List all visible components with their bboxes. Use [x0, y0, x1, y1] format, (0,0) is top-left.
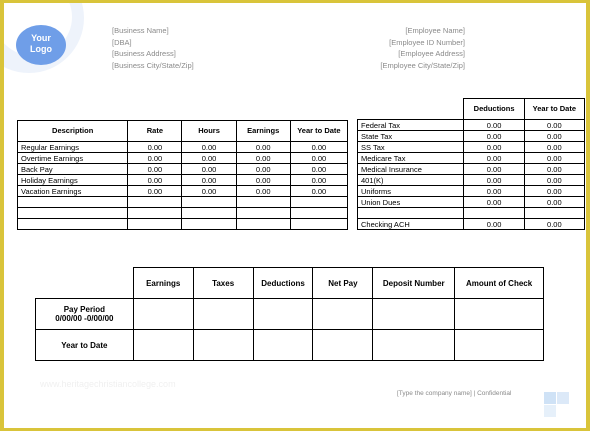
table-row: [358, 153, 585, 164]
row-description[interactable]: Back Pay: [18, 164, 128, 175]
row-ytd[interactable]: 0.00: [524, 197, 584, 208]
row-earnings[interactable]: 0.00: [236, 153, 290, 164]
row-rate[interactable]: 0.00: [128, 142, 182, 153]
pay-period-deposit-number[interactable]: [373, 299, 455, 330]
row-rate[interactable]: 0.00: [128, 175, 182, 186]
row-deduction[interactable]: 0.00: [464, 186, 524, 197]
empty-cell[interactable]: [358, 208, 464, 219]
pay-period-earnings[interactable]: [133, 299, 193, 330]
empty-cell[interactable]: [236, 219, 290, 230]
decorative-square: [544, 405, 556, 417]
table-row: [18, 186, 348, 197]
employee-address[interactable]: [Employee Address]: [398, 49, 465, 58]
ach-row: [358, 219, 585, 230]
row-description[interactable]: 401(K): [358, 175, 464, 186]
row-description[interactable]: Vacation Earnings: [18, 186, 128, 197]
ach-deduction[interactable]: 0.00: [464, 219, 524, 230]
row-rate[interactable]: 0.00: [128, 186, 182, 197]
table-row: [358, 120, 585, 131]
row-deduction[interactable]: 0.00: [464, 164, 524, 175]
pay-period-net-pay[interactable]: [313, 299, 373, 330]
pay-period-label-cell: [36, 299, 134, 330]
header-deductions: Deductions: [253, 268, 313, 299]
row-ytd[interactable]: 0.00: [524, 164, 584, 175]
ach-ytd[interactable]: 0.00: [524, 219, 584, 230]
table-row: [358, 142, 585, 153]
empty-row: [358, 208, 585, 219]
company-logo: [16, 25, 66, 65]
row-description[interactable]: Uniforms: [358, 186, 464, 197]
row-description[interactable]: Union Dues: [358, 197, 464, 208]
row-description[interactable]: Medical Insurance: [358, 164, 464, 175]
header-earnings: Earnings: [236, 121, 290, 142]
ytd-taxes[interactable]: [193, 330, 253, 361]
empty-cell[interactable]: [18, 208, 128, 219]
employee-name[interactable]: [Employee Name]: [405, 26, 465, 35]
table-row: [358, 175, 585, 186]
empty-cell[interactable]: [128, 197, 182, 208]
ytd-net-pay[interactable]: [313, 330, 373, 361]
empty-row: [18, 197, 348, 208]
table-row: [18, 153, 348, 164]
summary-header-row: [36, 268, 544, 299]
row-ytd[interactable]: 0.00: [290, 164, 347, 175]
row-ytd[interactable]: 0.00: [524, 131, 584, 142]
row-earnings[interactable]: 0.00: [236, 164, 290, 175]
employee-info-block: [359, 25, 465, 71]
empty-header-cell: [358, 99, 464, 120]
logo-line-1: Your: [31, 33, 51, 43]
row-earnings[interactable]: 0.00: [236, 142, 290, 153]
employee-city[interactable]: [Employee City/State/Zip]: [380, 60, 465, 70]
empty-cell[interactable]: [290, 219, 347, 230]
empty-cell[interactable]: [18, 197, 128, 208]
earnings-header-row: [18, 121, 348, 142]
ytd-earnings[interactable]: [133, 330, 193, 361]
pay-stub-page: [4, 3, 586, 428]
ach-description[interactable]: Checking ACH: [358, 219, 464, 230]
ytd-deductions[interactable]: [253, 330, 313, 361]
row-description[interactable]: Holiday Earnings: [18, 175, 128, 186]
header-amount-of-check: Amount of Check: [455, 268, 544, 299]
row-ytd[interactable]: 0.00: [524, 153, 584, 164]
employee-id[interactable]: [Employee ID Number]: [389, 37, 465, 47]
row-hours[interactable]: 0.00: [182, 164, 236, 175]
table-row: [358, 131, 585, 142]
row-deduction[interactable]: 0.00: [464, 175, 524, 186]
row-ytd[interactable]: 0.00: [290, 175, 347, 186]
business-name[interactable]: [Business Name]: [112, 26, 169, 35]
pay-period-label: Pay Period: [63, 305, 106, 314]
row-hours[interactable]: 0.00: [182, 153, 236, 164]
logo-line-2: Logo: [30, 44, 52, 54]
row-hours[interactable]: 0.00: [182, 142, 236, 153]
header-description: Description: [18, 121, 128, 142]
row-description[interactable]: Medicare Tax: [358, 153, 464, 164]
decorative-square: [557, 392, 569, 404]
watermark-text: www.heritagechristiancollege.com: [40, 379, 176, 389]
row-deduction[interactable]: 0.00: [464, 120, 524, 131]
empty-cell[interactable]: [236, 197, 290, 208]
pay-period-amount-of-check[interactable]: [455, 299, 544, 330]
row-description[interactable]: Federal Tax: [358, 120, 464, 131]
business-info-block: [112, 25, 194, 71]
empty-cell[interactable]: [182, 219, 236, 230]
empty-cell[interactable]: [128, 219, 182, 230]
empty-cell[interactable]: [464, 208, 524, 219]
row-ytd[interactable]: 0.00: [290, 142, 347, 153]
header-rate: Rate: [128, 121, 182, 142]
row-deduction[interactable]: 0.00: [464, 142, 524, 153]
row-rate[interactable]: 0.00: [128, 153, 182, 164]
empty-cell[interactable]: [524, 208, 584, 219]
ytd-amount-of-check[interactable]: [455, 330, 544, 361]
business-dba[interactable]: [DBA]: [112, 37, 132, 47]
row-ytd[interactable]: 0.00: [524, 186, 584, 197]
table-row: [18, 175, 348, 186]
header-year-to-date: Year to Date: [290, 121, 347, 142]
row-rate[interactable]: 0.00: [128, 164, 182, 175]
table-row: [18, 164, 348, 175]
empty-row: [18, 219, 348, 230]
pay-period-deductions[interactable]: [253, 299, 313, 330]
summary-table: [35, 267, 544, 361]
row-description[interactable]: State Tax: [358, 131, 464, 142]
header-earnings: Earnings: [133, 268, 193, 299]
row-earnings[interactable]: 0.00: [236, 186, 290, 197]
table-row: [18, 142, 348, 153]
empty-cell[interactable]: [290, 197, 347, 208]
row-deduction[interactable]: 0.00: [464, 197, 524, 208]
header-hours: Hours: [182, 121, 236, 142]
pay-period-row: [36, 299, 544, 330]
row-ytd[interactable]: 0.00: [290, 153, 347, 164]
row-ytd[interactable]: 0.00: [524, 120, 584, 131]
row-earnings[interactable]: 0.00: [236, 175, 290, 186]
empty-row: [18, 208, 348, 219]
row-hours[interactable]: 0.00: [182, 175, 236, 186]
row-ytd[interactable]: 0.00: [524, 175, 584, 186]
business-city[interactable]: [Business City/State/Zip]: [112, 60, 194, 70]
pay-period-dates[interactable]: 0/00/00 -0/00/00: [55, 314, 114, 323]
empty-cell[interactable]: [290, 208, 347, 219]
header-net-pay: Net Pay: [313, 268, 373, 299]
ytd-deposit-number[interactable]: [373, 330, 455, 361]
ytd-label: Year to Date: [36, 330, 134, 361]
pay-period-taxes[interactable]: [193, 299, 253, 330]
header-deductions: Deductions: [464, 99, 524, 120]
empty-cell[interactable]: [18, 219, 128, 230]
row-description[interactable]: Regular Earnings: [18, 142, 128, 153]
row-description[interactable]: Overtime Earnings: [18, 153, 128, 164]
empty-cell[interactable]: [236, 208, 290, 219]
row-ytd[interactable]: 0.00: [524, 142, 584, 153]
decorative-square: [544, 392, 556, 404]
header-taxes: Taxes: [193, 268, 253, 299]
business-address[interactable]: [Business Address]: [112, 49, 176, 58]
empty-header-cell: [36, 268, 134, 299]
table-row: [358, 164, 585, 175]
table-row: [358, 186, 585, 197]
table-row: [358, 197, 585, 208]
deductions-header-row: [358, 99, 585, 120]
empty-cell[interactable]: [182, 197, 236, 208]
deductions-table: [357, 98, 585, 230]
empty-cell[interactable]: [128, 208, 182, 219]
header-deposit-number: Deposit Number: [373, 268, 455, 299]
row-hours[interactable]: 0.00: [182, 186, 236, 197]
footer-text[interactable]: [Type the company name] | Confidential: [397, 390, 512, 397]
earnings-table: [17, 120, 348, 230]
row-deduction[interactable]: 0.00: [464, 131, 524, 142]
row-ytd[interactable]: 0.00: [290, 186, 347, 197]
row-deduction[interactable]: 0.00: [464, 153, 524, 164]
header-year-to-date: Year to Date: [524, 99, 584, 120]
empty-cell[interactable]: [182, 208, 236, 219]
ytd-row: [36, 330, 544, 361]
row-description[interactable]: SS Tax: [358, 142, 464, 153]
